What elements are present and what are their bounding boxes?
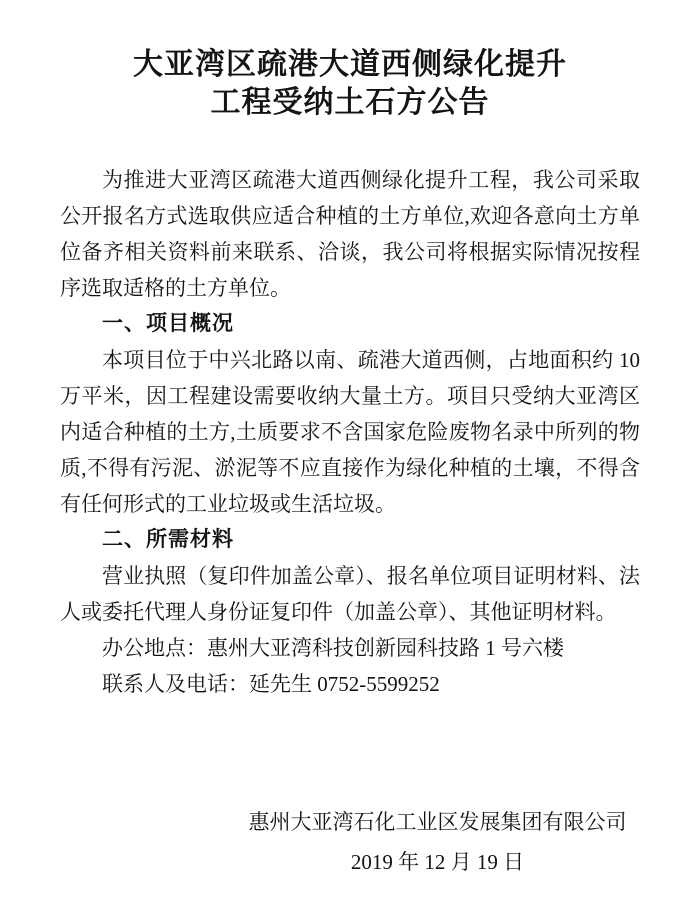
document-title xyxy=(60,46,640,122)
title-line-1: 大亚湾区疏港大道西侧绿化提升 xyxy=(133,48,567,81)
section-1-paragraph: 本项目位于中兴北路以南、疏港大道西侧，占地面积约 10 万平米，因工程建设需要收纳大量土方。项目只受纳大亚湾区内适合种植的土方,土质要求不含国家危险废物名录中所列的物质,不得有污泥、淤泥等不应直接作为绿化种植的土壤，不得含有任何形式的工业垃圾或生活垃圾。 xyxy=(60,348,640,516)
section-2-paragraph: 营业执照（复印件加盖公章）、报名单位项目证明材料、法人或委托代理人身份证复印件（加盖公章）、其他证明材料。 xyxy=(60,564,640,624)
document-body xyxy=(60,162,640,702)
signature-block xyxy=(60,802,640,882)
office-address-line: 办公地点：惠州大亚湾科技创新园科技路 1 号六楼 xyxy=(102,636,564,660)
title-line-2: 工程受纳土石方公告 xyxy=(210,86,490,119)
signature-date: 2019 年 12 月 19 日 xyxy=(350,850,525,874)
section-1-heading: 一、项目概况 xyxy=(102,312,234,335)
contact-phone-line: 联系人及电话：延先生 0752-5599252 xyxy=(102,672,440,696)
section-2-heading: 二、所需材料 xyxy=(102,528,234,551)
intro-paragraph: 为推进大亚湾区疏港大道西侧绿化提升工程，我公司采取公开报名方式选取供应适合种植的土方单位,欢迎各意向土方单位备齐相关资料前来联系、洽谈，我公司将根据实际情况按程序选取适格的土方单位。 xyxy=(60,168,640,300)
company-name: 惠州大亚湾石化工业区发展集团有限公司 xyxy=(248,810,627,834)
